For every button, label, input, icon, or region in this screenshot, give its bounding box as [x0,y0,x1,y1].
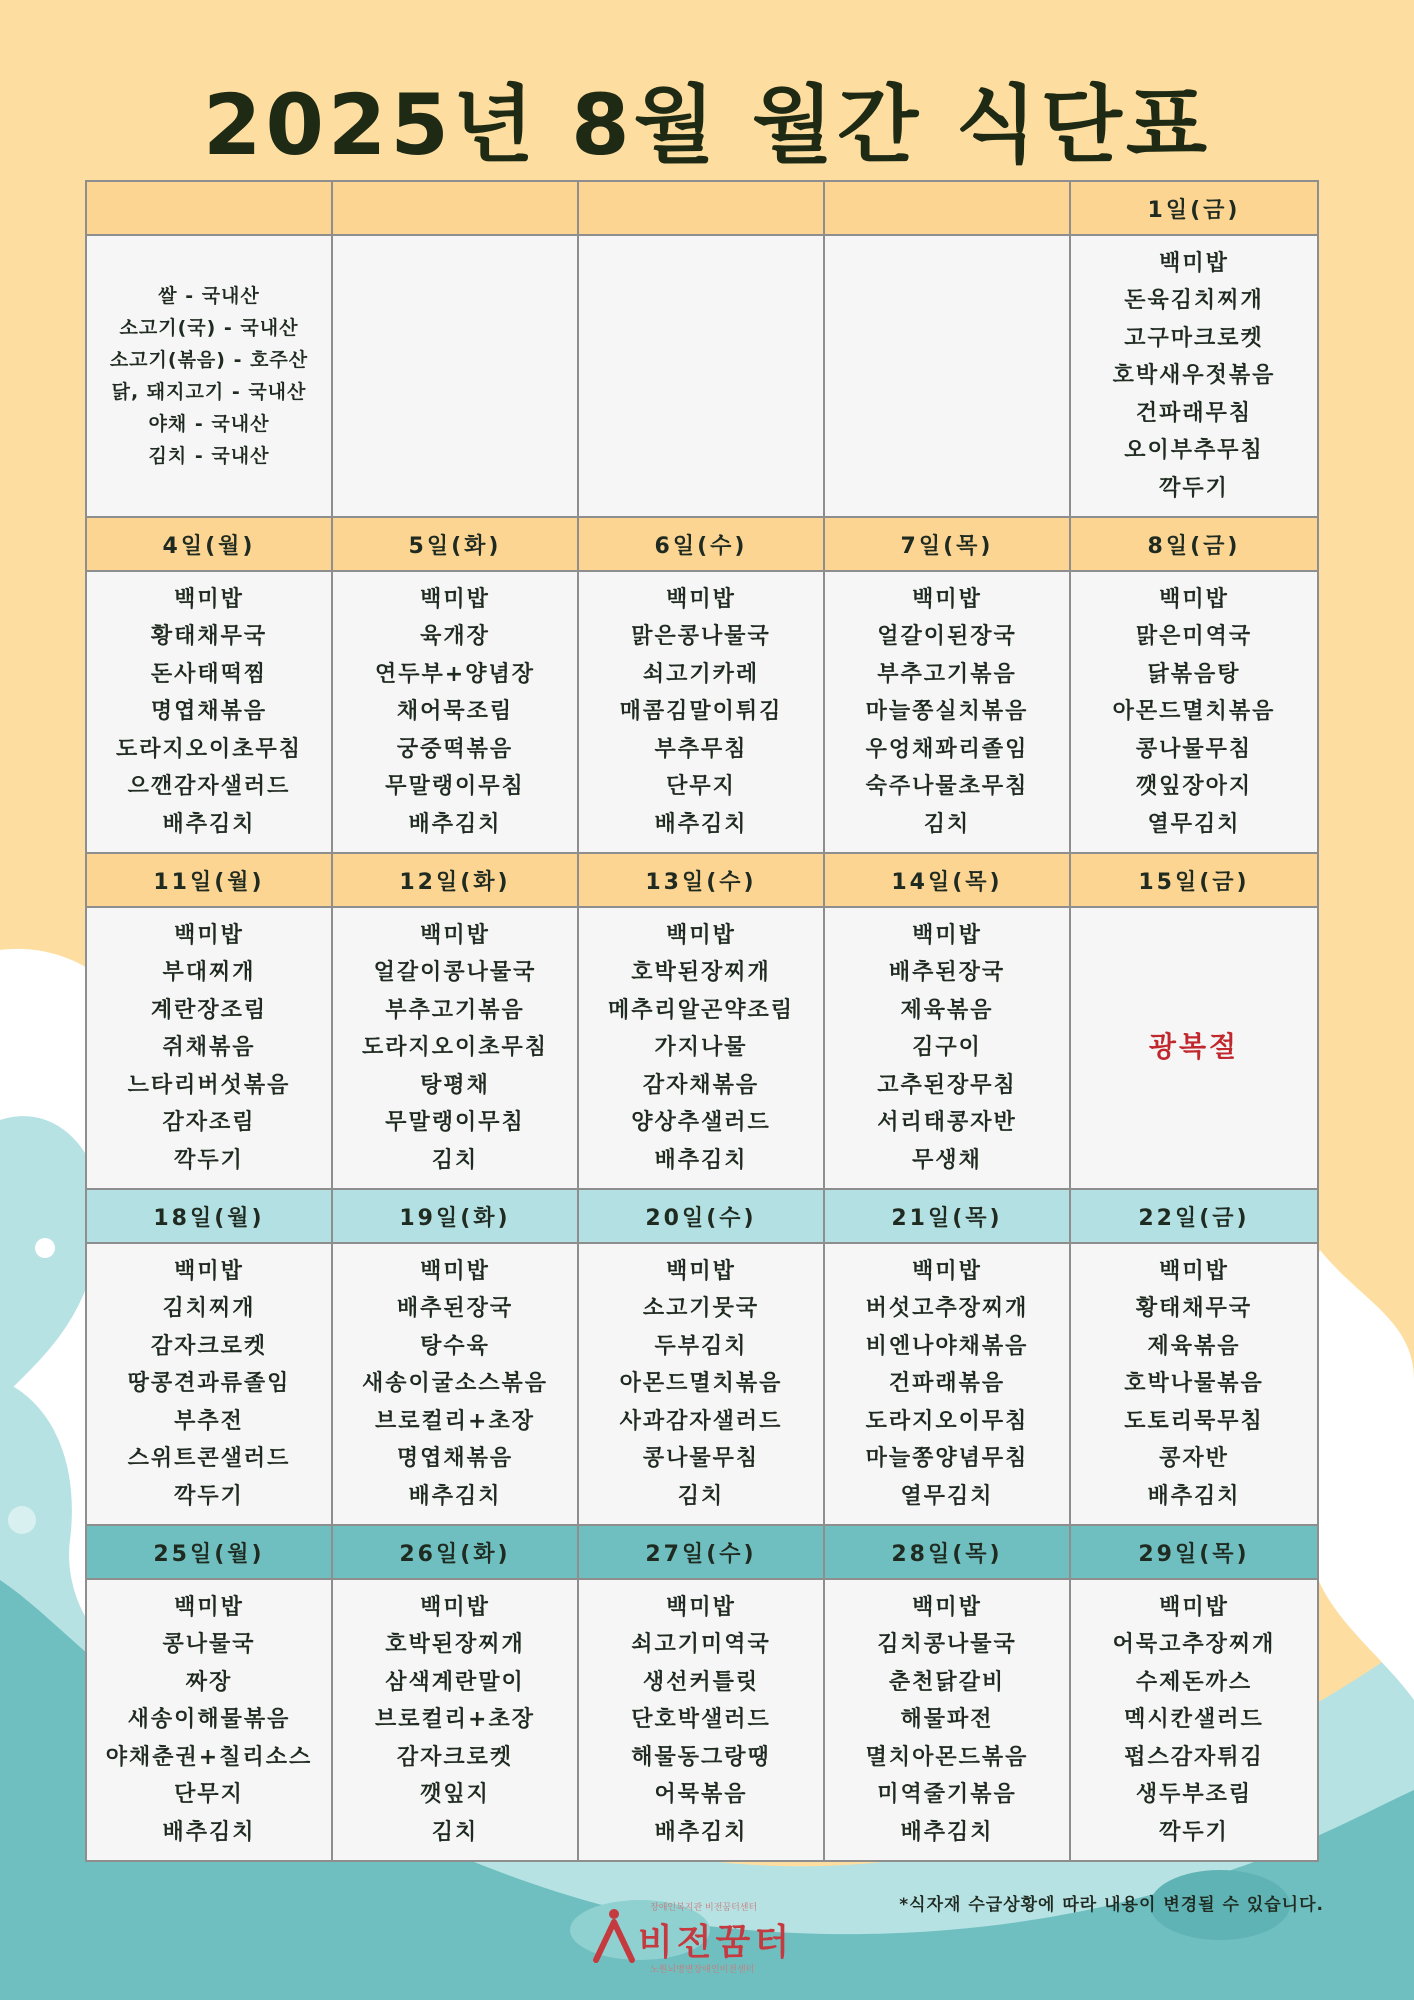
menu-item: 해물동그랑땡 [631,1744,771,1770]
menu-item: 단호박샐러드 [631,1707,771,1733]
day-header-cell: 11일(월) [86,853,332,907]
menu-item: 미역줄기볶음 [877,1782,1017,1808]
menu-item: 배추김치 [408,811,502,837]
origin-line: 닭, 돼지고기 - 국내산 [111,381,307,403]
menu-item: 배추된장국 [396,1296,514,1322]
menu-item: 백미밥 [912,922,982,948]
menu-item: 서리태콩자반 [877,1110,1017,1136]
menu-item: 배추김치 [900,1819,994,1845]
menu-item: 배추김치 [654,1819,748,1845]
menu-item: 호박된장찌개 [385,1632,525,1658]
menu-item: 배추김치 [162,1819,256,1845]
menu-cell [578,1579,824,1861]
menu-item: 도토리묵무침 [1124,1408,1264,1434]
menu-item: 호박새우젓볶음 [1112,363,1276,389]
menu-item: 펍스감자튀김 [1124,1744,1264,1770]
menu-item: 돈육김치찌개 [1124,288,1264,314]
day-header-row [86,181,1318,235]
menu-item: 오이부추무침 [1124,438,1264,464]
day-header-cell: 13일(수) [578,853,824,907]
menu-item: 건파래무침 [1135,400,1253,426]
menu-item: 고구마크로켓 [1124,325,1264,351]
menu-item: 어묵볶음 [654,1782,748,1808]
menu-item: 깍두기 [1159,475,1229,501]
menu-item: 소고기뭇국 [642,1296,760,1322]
menu-cell [1070,1243,1318,1525]
menu-item: 감자크로켓 [150,1333,268,1359]
day-header-cell: 4일(월) [86,517,332,571]
menu-item: 황태채무국 [150,624,268,650]
day-header-cell: 29일(목) [1070,1525,1318,1579]
menu-item: 스위트콘샐러드 [127,1446,291,1472]
menu-item: 호박된장찌개 [631,960,771,986]
menu-item: 아몬드멸치볶음 [1112,699,1276,725]
logo-name: 비전꿈터 [638,1922,794,1963]
menu-cell [332,571,578,853]
menu-cell-empty [578,235,824,517]
menu-item: 야채춘권+칠리소스 [105,1744,313,1770]
menu-item: 배추김치 [162,811,256,837]
menu-item: 호박나물볶음 [1124,1371,1264,1397]
menu-item: 아몬드멸치볶음 [619,1371,783,1397]
logo-top-text: 장애인복지관 비전꿈터센터 [650,1903,758,1913]
menu-item: 백미밥 [1159,1594,1229,1620]
menu-row [86,1243,1318,1525]
menu-cell [578,571,824,853]
menu-row [86,571,1318,853]
menu-item: 도라지오이무침 [865,1408,1029,1434]
menu-item: 탕수육 [420,1333,490,1359]
day-header-row [86,1189,1318,1243]
menu-item: 백미밥 [420,922,490,948]
menu-item: 배추김치 [654,1147,748,1173]
menu-item: 백미밥 [912,1258,982,1284]
menu-item: 깻잎지 [420,1782,490,1808]
origin-line: 김치 - 국내산 [148,445,270,467]
menu-item: 가지나물 [654,1035,748,1061]
menu-item: 맑은콩나물국 [631,624,771,650]
menu-item: 해물파전 [900,1707,994,1733]
menu-item: 제육볶음 [900,997,994,1023]
day-header-cell: 18일(월) [86,1189,332,1243]
menu-item: 으깬감자샐러드 [127,774,291,800]
menu-cell [332,1243,578,1525]
menu-item: 양상추샐러드 [631,1110,771,1136]
day-header-cell: 12일(화) [332,853,578,907]
day-header-cell: 15일(금) [1070,853,1318,907]
menu-cell [332,1579,578,1861]
menu-item: 김치찌개 [162,1296,256,1322]
menu-item: 땅콩견과류졸임 [127,1371,291,1397]
menu-cell [1070,1579,1318,1861]
menu-item: 사과감자샐러드 [619,1408,783,1434]
menu-item: 수제돈까스 [1135,1669,1253,1695]
day-header-cell: 6일(수) [578,517,824,571]
day-header-cell [332,181,578,235]
menu-cell [578,1243,824,1525]
day-header-cell: 1일(금) [1070,181,1318,235]
menu-item: 버섯고추장찌개 [865,1296,1029,1322]
menu-item: 제육볶음 [1147,1333,1241,1359]
menu-row [86,235,1318,517]
menu-item: 콩나물무침 [642,1446,760,1472]
menu-item: 쇠고기미역국 [631,1632,771,1658]
day-header-cell: 28일(목) [824,1525,1070,1579]
menu-item: 감자크로켓 [396,1744,514,1770]
holiday-cell [1070,907,1318,1189]
menu-item: 백미밥 [174,1594,244,1620]
menu-cell [86,907,332,1189]
menu-item: 도라지오이초무침 [115,736,303,762]
menu-item: 건파래볶음 [888,1371,1006,1397]
menu-item: 생두부조림 [1135,1782,1253,1808]
menu-item: 비엔나야채볶음 [865,1333,1029,1359]
menu-cell [1070,235,1318,517]
menu-cell [86,571,332,853]
menu-item: 김치 [431,1819,479,1845]
menu-item: 육개장 [420,624,490,650]
menu-cell [824,1579,1070,1861]
menu-item: 백미밥 [174,586,244,612]
menu-item: 마늘쫑실치볶음 [865,699,1029,725]
menu-item: 멸치아몬드볶음 [865,1744,1029,1770]
menu-item: 감자조림 [162,1110,256,1136]
menu-item: 브로컬리+초장 [375,1707,535,1733]
menu-row [86,907,1318,1189]
menu-item: 브로컬리+초장 [375,1408,535,1434]
menu-item: 깍두기 [174,1483,244,1509]
origin-cell [86,235,332,517]
menu-item: 짜장 [185,1669,233,1695]
menu-item: 얼갈이된장국 [877,624,1017,650]
menu-item: 계란장조림 [150,997,268,1023]
menu-item: 부추무침 [654,736,748,762]
logo-bottom-text: 노원뇌병변장애인비전센터 [650,1965,755,1975]
day-header-cell: 5일(화) [332,517,578,571]
menu-cell [86,1243,332,1525]
menu-item: 부추전 [174,1408,244,1434]
menu-item: 생선커틀릿 [642,1669,760,1695]
menu-item: 새송이해물볶음 [127,1707,291,1733]
menu-item: 도라지오이초무침 [361,1035,549,1061]
menu-item: 두부김치 [654,1333,748,1359]
person-logo-icon [590,1906,638,1964]
menu-cell [86,1579,332,1861]
menu-item: 춘천닭갈비 [888,1669,1006,1695]
menu-item: 깍두기 [1159,1819,1229,1845]
menu-item: 명엽채볶음 [150,699,268,725]
menu-cell [578,907,824,1189]
menu-item: 마늘쫑양념무침 [865,1446,1029,1472]
menu-item: 김치 [677,1483,725,1509]
menu-item: 배추김치 [654,811,748,837]
menu-cell [824,1243,1070,1525]
meal-calendar-table [85,180,1319,1862]
origin-line: 야채 - 국내산 [148,413,270,435]
menu-item: 김치콩나물국 [877,1632,1017,1658]
menu-item: 깻잎장아지 [1135,774,1253,800]
menu-item: 깍두기 [174,1147,244,1173]
menu-item: 김치 [923,811,971,837]
menu-item: 탕평채 [420,1072,490,1098]
menu-item: 백미밥 [420,586,490,612]
menu-item: 백미밥 [420,1594,490,1620]
day-header-row [86,853,1318,907]
day-header-row [86,1525,1318,1579]
menu-item: 감자채볶음 [642,1072,760,1098]
menu-item: 맑은미역국 [1135,624,1253,650]
menu-item: 새송이굴소스볶음 [361,1371,549,1397]
day-header-cell: 19일(화) [332,1189,578,1243]
menu-item: 단무지 [666,774,736,800]
menu-item: 배추김치 [408,1483,502,1509]
menu-item: 백미밥 [174,922,244,948]
menu-item: 콩나물국 [162,1632,256,1658]
menu-item: 백미밥 [174,1258,244,1284]
menu-item: 백미밥 [666,1594,736,1620]
menu-item: 돈사태떡찜 [150,661,268,687]
menu-item: 숙주나물초무침 [865,774,1029,800]
menu-item: 백미밥 [420,1258,490,1284]
menu-cell [332,907,578,1189]
menu-item: 느타리버섯볶음 [127,1072,291,1098]
menu-item: 단무지 [174,1782,244,1808]
menu-item: 백미밥 [666,922,736,948]
menu-cell [824,907,1070,1189]
menu-item: 배추김치 [1147,1483,1241,1509]
menu-item: 매콤김말이튀김 [619,699,783,725]
day-header-cell: 25일(월) [86,1525,332,1579]
day-header-cell: 21일(목) [824,1189,1070,1243]
menu-item: 콩나물무침 [1135,736,1253,762]
origin-line: 소고기(국) - 국내산 [119,317,299,339]
menu-item: 얼갈이콩나물국 [373,960,537,986]
menu-item: 부추고기볶음 [877,661,1017,687]
day-header-cell: 14일(목) [824,853,1070,907]
page-title: 2025년 8월 월간 식단표 [203,76,1211,174]
footnote: *식자재 수급상황에 따라 내용이 변경될 수 있습니다. [899,1895,1324,1915]
menu-item: 열무김치 [1147,811,1241,837]
menu-item: 무말랭이무침 [385,774,525,800]
center-logo [590,1900,810,1980]
menu-item: 명엽채볶음 [396,1446,514,1472]
origin-line: 소고기(볶음) - 호주산 [109,349,309,371]
holiday-label: 광복절 [1148,1029,1240,1063]
menu-item: 닭볶음탕 [1147,661,1241,687]
menu-item: 백미밥 [666,1258,736,1284]
menu-item: 김구이 [912,1035,982,1061]
menu-item: 궁중떡볶음 [396,736,514,762]
menu-cell-empty [824,235,1070,517]
menu-item: 백미밥 [1159,586,1229,612]
menu-item: 김치 [431,1147,479,1173]
menu-item: 백미밥 [1159,1258,1229,1284]
menu-item: 백미밥 [912,586,982,612]
menu-item: 부대찌개 [162,960,256,986]
menu-item: 열무김치 [900,1483,994,1509]
day-header-cell [86,181,332,235]
menu-item: 쇠고기카레 [642,661,760,687]
menu-item: 황태채무국 [1135,1296,1253,1322]
menu-item: 어묵고추장찌개 [1112,1632,1276,1658]
day-header-cell: 7일(목) [824,517,1070,571]
menu-item: 콩자반 [1159,1446,1229,1472]
menu-item: 무생채 [912,1147,982,1173]
day-header-cell: 27일(수) [578,1525,824,1579]
menu-item: 배추된장국 [888,960,1006,986]
menu-item: 무말랭이무침 [385,1110,525,1136]
menu-item: 백미밥 [1159,250,1229,276]
day-header-cell: 8일(금) [1070,517,1318,571]
menu-item: 삼색계란말이 [385,1669,525,1695]
day-header-cell: 22일(금) [1070,1189,1318,1243]
day-header-cell [578,181,824,235]
menu-item: 멕시칸샐러드 [1124,1707,1264,1733]
day-header-cell: 26일(화) [332,1525,578,1579]
menu-item: 채어묵조림 [396,699,514,725]
menu-item: 고추된장무침 [877,1072,1017,1098]
menu-row [86,1579,1318,1861]
menu-cell [824,571,1070,853]
day-header-cell [824,181,1070,235]
origin-line: 쌀 - 국내산 [158,285,260,307]
menu-item: 부추고기볶음 [385,997,525,1023]
menu-item: 메추리알곤약조림 [607,997,795,1023]
menu-item: 우엉채꽈리졸임 [865,736,1029,762]
day-header-cell: 20일(수) [578,1189,824,1243]
menu-cell-empty [332,235,578,517]
menu-item: 쥐채볶음 [162,1035,256,1061]
day-header-row [86,517,1318,571]
menu-cell [1070,571,1318,853]
menu-item: 백미밥 [666,586,736,612]
menu-item: 백미밥 [912,1594,982,1620]
menu-item: 연두부+양념장 [375,661,535,687]
